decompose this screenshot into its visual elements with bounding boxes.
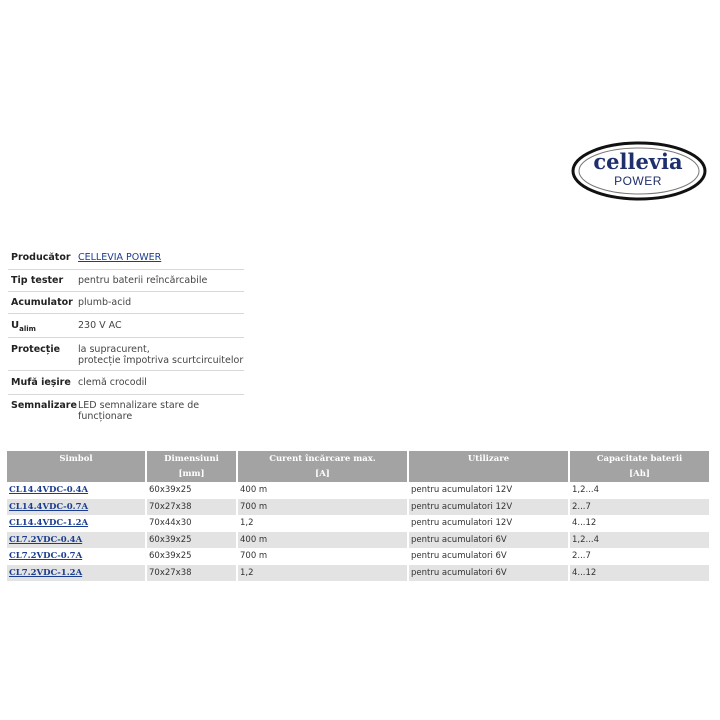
table-row <box>7 515 709 532</box>
spec-key: Tip tester <box>11 274 64 286</box>
cellevia-power-logo <box>571 141 707 201</box>
spec-key-subscript: alim <box>19 324 36 333</box>
spec-key: Protecție <box>11 343 61 355</box>
dimensions-cell: 60x39x25 <box>146 548 237 565</box>
spec-key: Semnalizare <box>11 399 77 411</box>
dimensions-cell: 70x44x30 <box>146 515 237 532</box>
spec-key: Mufă ieșire <box>11 376 71 388</box>
spec-value-line: la supracurent, <box>78 343 150 355</box>
spec-row-producer <box>8 248 244 269</box>
column-header: Utilizare <box>408 451 569 466</box>
usage-cell: pentru acumulatori 12V <box>408 499 569 516</box>
current-cell: 400 m <box>237 482 408 499</box>
symbol-cell <box>7 548 146 565</box>
capacity-cell: 1,2...4 <box>569 532 709 549</box>
table-row <box>7 482 709 499</box>
logo-text-sub: POWER <box>614 174 662 188</box>
column-unit <box>7 466 146 482</box>
table-row <box>7 565 709 582</box>
symbol-cell <box>7 565 146 582</box>
spec-key-base: U <box>11 319 20 331</box>
spec-value-line: protecție împotriva scurtcircuitelor <box>78 354 244 366</box>
product-link[interactable]: CL7.2VDC-0.4A <box>9 534 83 545</box>
capacity-cell: 1,2...4 <box>572 485 600 496</box>
usage-cell: pentru acumulatori 6V <box>408 548 569 565</box>
producer-link[interactable]: CELLEVIA POWER <box>78 252 162 263</box>
column-header: Dimensiuni <box>146 451 237 466</box>
spec-row-output-connector <box>8 370 244 394</box>
symbol-cell <box>7 499 146 516</box>
symbol-cell <box>7 482 146 499</box>
spec-key <box>8 313 78 337</box>
logo-text-main: cellevia <box>593 149 683 174</box>
column-unit: [mm] <box>146 466 237 482</box>
spec-row-tester-type <box>8 269 244 291</box>
spec-value <box>78 248 244 269</box>
product-link[interactable]: CL14.4VDC-0.4A <box>9 485 89 496</box>
current-cell: 1,2 <box>237 515 408 532</box>
symbol-cell <box>7 515 146 532</box>
specifications-table <box>8 248 244 422</box>
spec-row-supply-voltage <box>8 313 244 337</box>
products-table <box>7 451 709 581</box>
capacity-cell: 4...12 <box>569 565 709 582</box>
current-cell: 400 m <box>237 532 408 549</box>
dimensions-cell: 60x39x25 <box>146 532 237 549</box>
usage-cell: pentru acumulatori 12V <box>408 482 569 499</box>
capacity-cell: 2...7 <box>572 551 591 562</box>
column-unit <box>408 466 569 482</box>
product-link[interactable]: CL7.2VDC-1.2A <box>9 567 83 578</box>
table-row <box>7 532 709 549</box>
spec-key: Acumulator <box>11 296 73 308</box>
usage-cell: pentru acumulatori 6V <box>408 565 569 582</box>
capacity-cell: 2...7 <box>569 499 709 516</box>
table-row <box>7 548 709 565</box>
symbol-cell <box>7 532 146 549</box>
current-cell: 700 m <box>237 499 408 516</box>
spec-value: LED semnalizare stare de funcționare <box>78 399 200 422</box>
table-header-row <box>7 451 709 466</box>
spec-row-protection <box>8 337 244 370</box>
table-row <box>7 499 709 516</box>
table-units-row <box>7 466 709 482</box>
column-header: Curent încărcare max. <box>237 451 408 466</box>
spec-key: Producător <box>11 252 71 263</box>
column-unit: [A] <box>237 466 408 482</box>
spec-value: 230 V AC <box>78 319 122 331</box>
product-link[interactable]: CL14.4VDC-1.2A <box>9 518 89 529</box>
usage-cell: pentru acumulatori 6V <box>408 532 569 549</box>
dimensions-cell: 70x27x38 <box>146 565 237 582</box>
column-header: Capacitate baterii <box>569 451 709 466</box>
spec-value <box>78 337 244 370</box>
capacity-cell: 4...12 <box>572 518 597 529</box>
current-cell: 1,2 <box>237 565 408 582</box>
dimensions-cell: 60x39x25 <box>146 482 237 499</box>
logo-badge <box>571 141 707 201</box>
usage-cell: pentru acumulatori 12V <box>408 515 569 532</box>
spec-value: clemă crocodil <box>78 376 147 388</box>
product-link[interactable]: CL7.2VDC-0.7A <box>9 551 83 562</box>
spec-row-signaling <box>8 394 244 422</box>
column-unit: [Ah] <box>569 466 709 482</box>
product-link[interactable]: CL14.4VDC-0.7A <box>9 501 89 512</box>
dimensions-cell: 70x27x38 <box>146 499 237 516</box>
spec-value: pentru baterii reîncărcabile <box>78 274 208 286</box>
column-header: Simbol <box>7 451 146 466</box>
spec-row-battery <box>8 291 244 313</box>
current-cell: 700 m <box>237 548 408 565</box>
spec-value: plumb-acid <box>78 296 132 308</box>
